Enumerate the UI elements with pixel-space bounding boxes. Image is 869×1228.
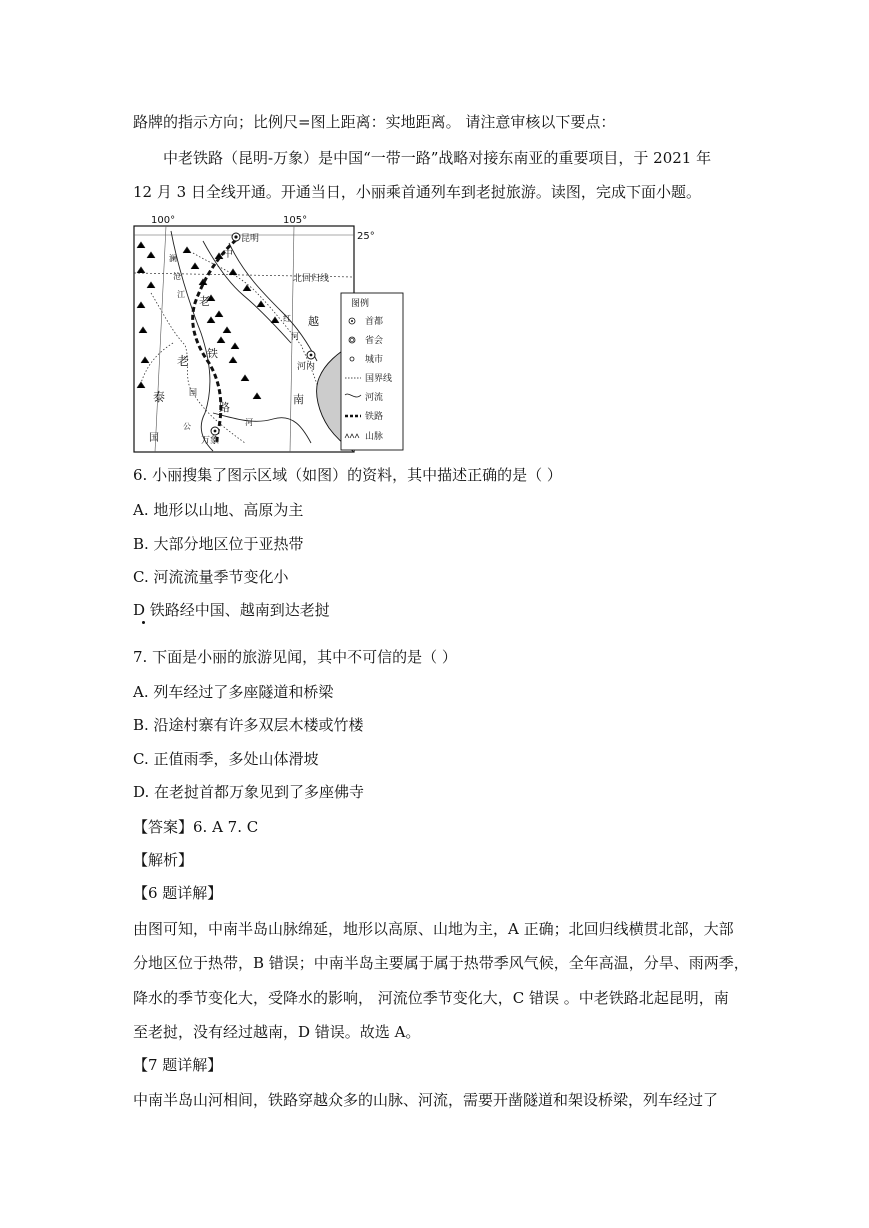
- tropic-label: 北回归线: [293, 274, 330, 284]
- detail-6-line: 由图可知，中南半岛山脉绵延，地形以高原、山地为主，A 正确；北回归线横贯北部，大部: [133, 920, 734, 938]
- analysis-title: 【解析】: [133, 851, 194, 869]
- legend-item-mountain: 山脉: [365, 432, 384, 442]
- map-small-char: 红: [283, 314, 291, 323]
- intro-paragraph-line: 12 月 3 日全线开通。开通当日，小丽乘首通列车到老挝旅游。读图，完成下面小题。: [133, 183, 701, 201]
- legend-item-border: 国界线: [365, 374, 393, 384]
- laos-railway-map: [133, 213, 405, 453]
- detail-7-line: 中南半岛山河相间，铁路穿越众多的山脉、河流，需要开凿隧道和架设桥梁，列车经过了: [133, 1091, 719, 1109]
- detail-7-title: 【7 题详解】: [133, 1056, 223, 1074]
- map-small-char: 公: [183, 422, 191, 431]
- question-6-option-b: B. 大部分地区位于亚热带: [133, 535, 304, 553]
- question-6-stem: 6. 小丽搜集了图示区域（如图）的资料，其中描述正确的是（ ）: [133, 466, 562, 484]
- map-small-char: 江: [177, 290, 185, 299]
- question-6-option-d: D 铁路经中国、越南到达老挝: [133, 601, 330, 619]
- vietnam-char: 越: [308, 315, 319, 328]
- legend-item-river: 河流: [365, 393, 384, 403]
- detail-6-line: 降水的季节变化大，受降水的影响， 河流位季节变化大，C 错误 。中老铁路北起昆明，南: [133, 989, 729, 1007]
- question-7-option-b: B. 沿途村寨有许多双层木楼或竹楼: [133, 716, 364, 734]
- map-legend: [341, 293, 403, 450]
- kunming-label: 昆明: [241, 234, 260, 244]
- legend-item-city: 城市: [365, 355, 384, 365]
- legend-title: 图例: [351, 299, 370, 309]
- lat-label-25: 25°: [357, 231, 375, 242]
- laos-rail-char: 铁: [207, 347, 218, 360]
- vietnam-char: 南: [293, 393, 304, 406]
- intro-paragraph-line: 中老铁路（昆明-万象）是中国“一带一路”战略对接东南亚的重要项目，于 2021 年: [163, 149, 712, 167]
- question-6-option-a: A. 地形以山地、高原为主: [133, 501, 304, 519]
- question-7-stem: 7. 下面是小丽的旅游见闻，其中不可信的是（ ）: [133, 648, 457, 666]
- thai-char: 国: [149, 433, 159, 444]
- hanoi-label: 河内: [297, 362, 316, 372]
- stray-dot: [142, 621, 145, 624]
- question-7-option-d: D. 在老挝首都万象见到了多座佛寺: [133, 783, 365, 801]
- lon-label-100: 100°: [151, 215, 176, 226]
- question-7-option-c: C. 正值雨季，多处山体滑坡: [133, 750, 319, 768]
- lon-label-105: 105°: [283, 215, 308, 226]
- laos-rail-char: 老: [199, 295, 210, 308]
- legend-item-capital: 首都: [365, 317, 384, 327]
- vientiane-label: 万象: [201, 436, 220, 446]
- map-small-char: 沧: [173, 272, 181, 281]
- map-small-char: 河: [291, 332, 299, 341]
- question-6-option-c: C. 河流流量季节变化小: [133, 568, 289, 586]
- question-7-option-a: A. 列车经过了多座隧道和桥梁: [133, 683, 334, 701]
- detail-6-title: 【6 题详解】: [133, 884, 223, 902]
- intro-line: 路牌的指示方向；比例尺=图上距离：实地距离。 请注意审核以下要点：: [133, 113, 616, 131]
- detail-6-line: 至老挝，没有经过越南，D 错误。故选 A。: [133, 1023, 421, 1041]
- legend-item-province-capital: 省会: [365, 336, 384, 346]
- map-small-char: 澜: [169, 254, 177, 263]
- map-small-char: 国: [189, 388, 197, 397]
- map-small-char: 河: [245, 418, 253, 427]
- detail-6-line: 分地区位于热带，B 错误；中南半岛主要属于属于热带季风气候，全年高温，分旱、雨两季，: [133, 954, 749, 972]
- legend-item-railway: 铁路: [365, 412, 384, 422]
- china-char: 中: [223, 249, 233, 260]
- laos-char: 老: [177, 354, 190, 368]
- laos-rail-char: 路: [219, 401, 230, 414]
- answer-line: 【答案】6. A 7. C: [133, 818, 259, 836]
- thai-char: 泰: [153, 390, 166, 404]
